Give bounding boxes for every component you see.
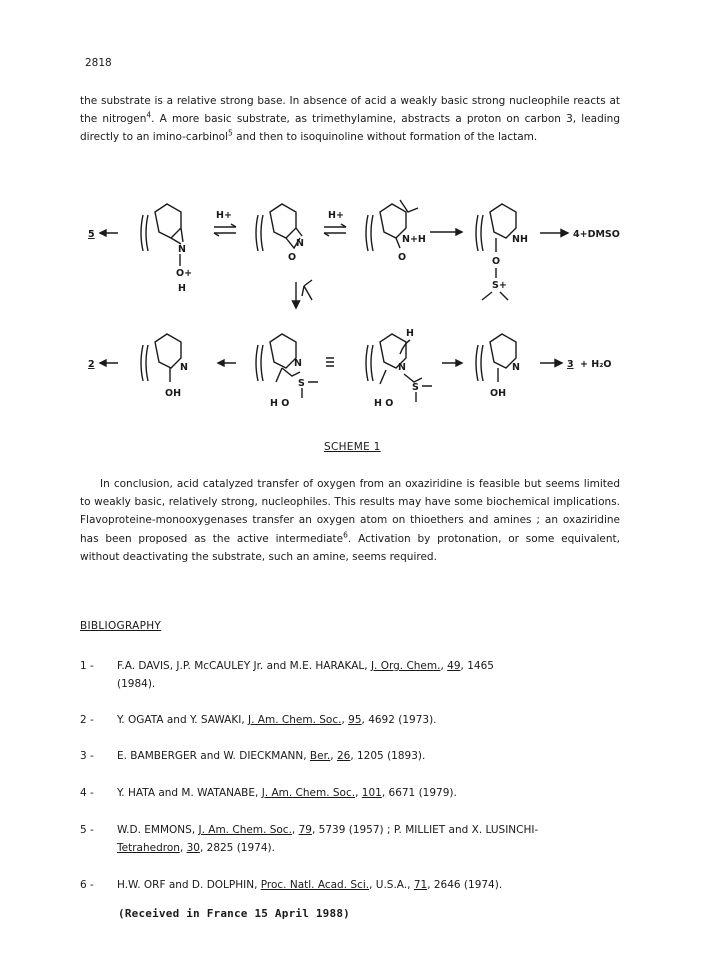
- ref-rest: , 6671 (1979).: [381, 787, 457, 799]
- text-line: thioethers and amines ; an oxaziridine has been proposed as the active intermediate: [80, 514, 621, 545]
- text-line: nucleophile reacts at the nitrogen: [80, 95, 621, 126]
- text-line: the substrate is a relative strong base. In absence of acid a weakly basic strong: [80, 95, 506, 107]
- intro-paragraph: [80, 92, 620, 147]
- ref-volume: 101: [361, 787, 382, 799]
- reference-body: [117, 784, 637, 802]
- reference-number: 1 -: [80, 660, 94, 672]
- n-atom: N: [180, 362, 188, 373]
- oh-group: OH: [490, 388, 507, 399]
- s-plus-atom: S+: [492, 280, 507, 291]
- h-plus-label: H+: [216, 210, 232, 221]
- s-atom: S: [298, 378, 305, 389]
- scheme-caption: SCHEME 1: [324, 441, 381, 453]
- ref-rest: , 5739 (1957) ; P. MILLIET and X. LUSINCHI-: [311, 824, 539, 836]
- text-line: Activation by protonation, or some equivalent, without deactivating the substrate, such: [80, 532, 620, 563]
- reference-body: [117, 657, 637, 693]
- ref-rest: , 1205 (1893).: [350, 750, 426, 762]
- ho-group: H O: [270, 398, 290, 409]
- h-plus-label: H+: [328, 210, 344, 221]
- molecule-oxaziridinium: [141, 204, 192, 294]
- reference-number: 2 -: [80, 714, 94, 726]
- compound-5-label: 5: [88, 229, 95, 240]
- ref-volume: 26: [336, 750, 351, 762]
- ref-journal: J. Am. Chem. Soc.: [248, 714, 342, 726]
- page-number: 2818: [85, 57, 112, 69]
- n-atom: N: [296, 238, 304, 249]
- n-atom: N: [294, 358, 302, 369]
- text-line: and then to isoquinoline: [232, 131, 364, 144]
- text-line: . A more basic substrate, as trimethylamine, abstracts: [151, 113, 451, 126]
- molecule-intermediate-f: [256, 334, 318, 409]
- h-atom: H: [178, 283, 186, 294]
- ref-volume: 30: [186, 842, 200, 854]
- ref-sep: ,: [330, 750, 337, 762]
- molecule-sulfonium-adduct: [476, 204, 528, 300]
- ref-journal: Proc. Natl. Acad. Sci.: [260, 879, 370, 891]
- water-product: + H₂O: [580, 359, 612, 370]
- compound-2-label: 2: [88, 359, 95, 370]
- n-plus-h: N+H: [402, 234, 426, 245]
- oh-group: OH: [165, 388, 182, 399]
- resonance-sign: [326, 358, 334, 366]
- ref-sep: ,: [291, 824, 299, 836]
- reference-body: [117, 711, 637, 729]
- ref-rest: , 4692 (1973).: [361, 714, 437, 726]
- ref-rest: , 1465: [460, 660, 494, 672]
- o-plus-atom: O+: [176, 268, 193, 279]
- h-atom: H: [406, 328, 414, 339]
- ref-authors: E. BAMBERGER and W. DIECKMANN,: [117, 750, 310, 762]
- n-atom: N: [178, 244, 186, 255]
- nh-group: NH: [512, 234, 528, 245]
- molecule-lactam: [141, 334, 188, 399]
- o-atom: O: [492, 256, 501, 267]
- ref-journal: J. Am. Chem. Soc.: [261, 787, 356, 799]
- received-date: (Received in France 15 April 1988): [118, 907, 350, 920]
- ref-sep: ,: [341, 714, 349, 726]
- ref-volume: 49: [447, 660, 461, 672]
- n-atom: N: [398, 362, 406, 373]
- text-line: In conclusion, acid catalyzed transfer of oxygen from an oxaziridine is feasible but: [100, 478, 542, 490]
- text-line: .: [347, 532, 352, 545]
- product-4-dmso: 4+DMSO: [573, 229, 620, 240]
- ho-group: H O: [374, 398, 394, 409]
- arrow-head: [100, 230, 106, 236]
- reference-number: 4 -: [80, 787, 94, 799]
- dms-reagent: [302, 280, 312, 300]
- product-3-label: 3: [567, 359, 574, 370]
- ref-sep: ,: [440, 660, 448, 672]
- s-atom: S: [412, 382, 419, 393]
- conclusion-paragraph: [80, 475, 620, 566]
- molecule-n-protonated: [366, 204, 426, 263]
- ref-sep: , U.S.A.,: [369, 879, 414, 891]
- molecule-intermediate-g: [366, 328, 432, 409]
- ref-journal: J. Am. Chem. Soc.: [198, 824, 292, 836]
- reference-number: 3 -: [80, 750, 94, 762]
- molecule-oxaziridine: [256, 204, 304, 263]
- ref-journal: J. Org. Chem.: [370, 660, 441, 672]
- molecule-hydroxy-product: [476, 334, 520, 399]
- n-atom: N: [512, 362, 520, 373]
- reference-body: [117, 876, 637, 894]
- text-line: seems limited to weakly basic, relatively strong, nucleophiles. This results may have some: [80, 478, 620, 509]
- ref-authors: Y. HATA and M. WATANABE,: [117, 787, 262, 799]
- o-atom: O: [398, 252, 407, 263]
- ref-authors: H.W. ORF and D. DOLPHIN,: [117, 879, 261, 891]
- ref-authors: Y. OGATA and Y. SAWAKI,: [117, 714, 249, 726]
- text-line: without formation of the lactam.: [366, 131, 538, 144]
- reference-number: 5 -: [80, 824, 94, 836]
- reference-number: 6 -: [80, 879, 94, 891]
- bibliography-heading: BIBLIOGRAPHY: [80, 620, 162, 632]
- ref-sep: ,: [355, 787, 362, 799]
- ref-authors: W.D. EMMONS,: [117, 824, 199, 836]
- text-line: biochemical implications. Flavoproteine-monooxygenases transfer an oxygen atom on: [80, 496, 620, 527]
- ref-volume: 95: [348, 714, 362, 726]
- ref-journal: Tetrahedron: [117, 842, 180, 854]
- reference-body: [117, 821, 637, 857]
- o-atom: O: [288, 252, 297, 263]
- reaction-scheme: [0, 190, 711, 435]
- ref-rest: , 2646 (1974).: [427, 879, 503, 891]
- ref-volume: 71: [413, 879, 428, 891]
- ref-journal: Ber.: [309, 750, 331, 762]
- text-line: a proton on carbon 3, leading directly to an imino-carbinol: [80, 113, 620, 144]
- ref-authors: F.A. DAVIS, J.P. McCAULEY Jr. and M.E. HARAKAL,: [117, 660, 371, 672]
- ref-sep: ,: [179, 842, 187, 854]
- ref-line2: (1984).: [117, 678, 156, 690]
- text-line: an amine, seems required.: [296, 550, 437, 563]
- citation-sup: 4: [146, 110, 152, 120]
- reference-body: [117, 747, 637, 765]
- ref-volume: 79: [298, 824, 312, 836]
- citation-sup: 6: [343, 530, 348, 540]
- citation-sup: 5: [228, 128, 233, 138]
- ref-rest: , 2825 (1974).: [199, 842, 275, 854]
